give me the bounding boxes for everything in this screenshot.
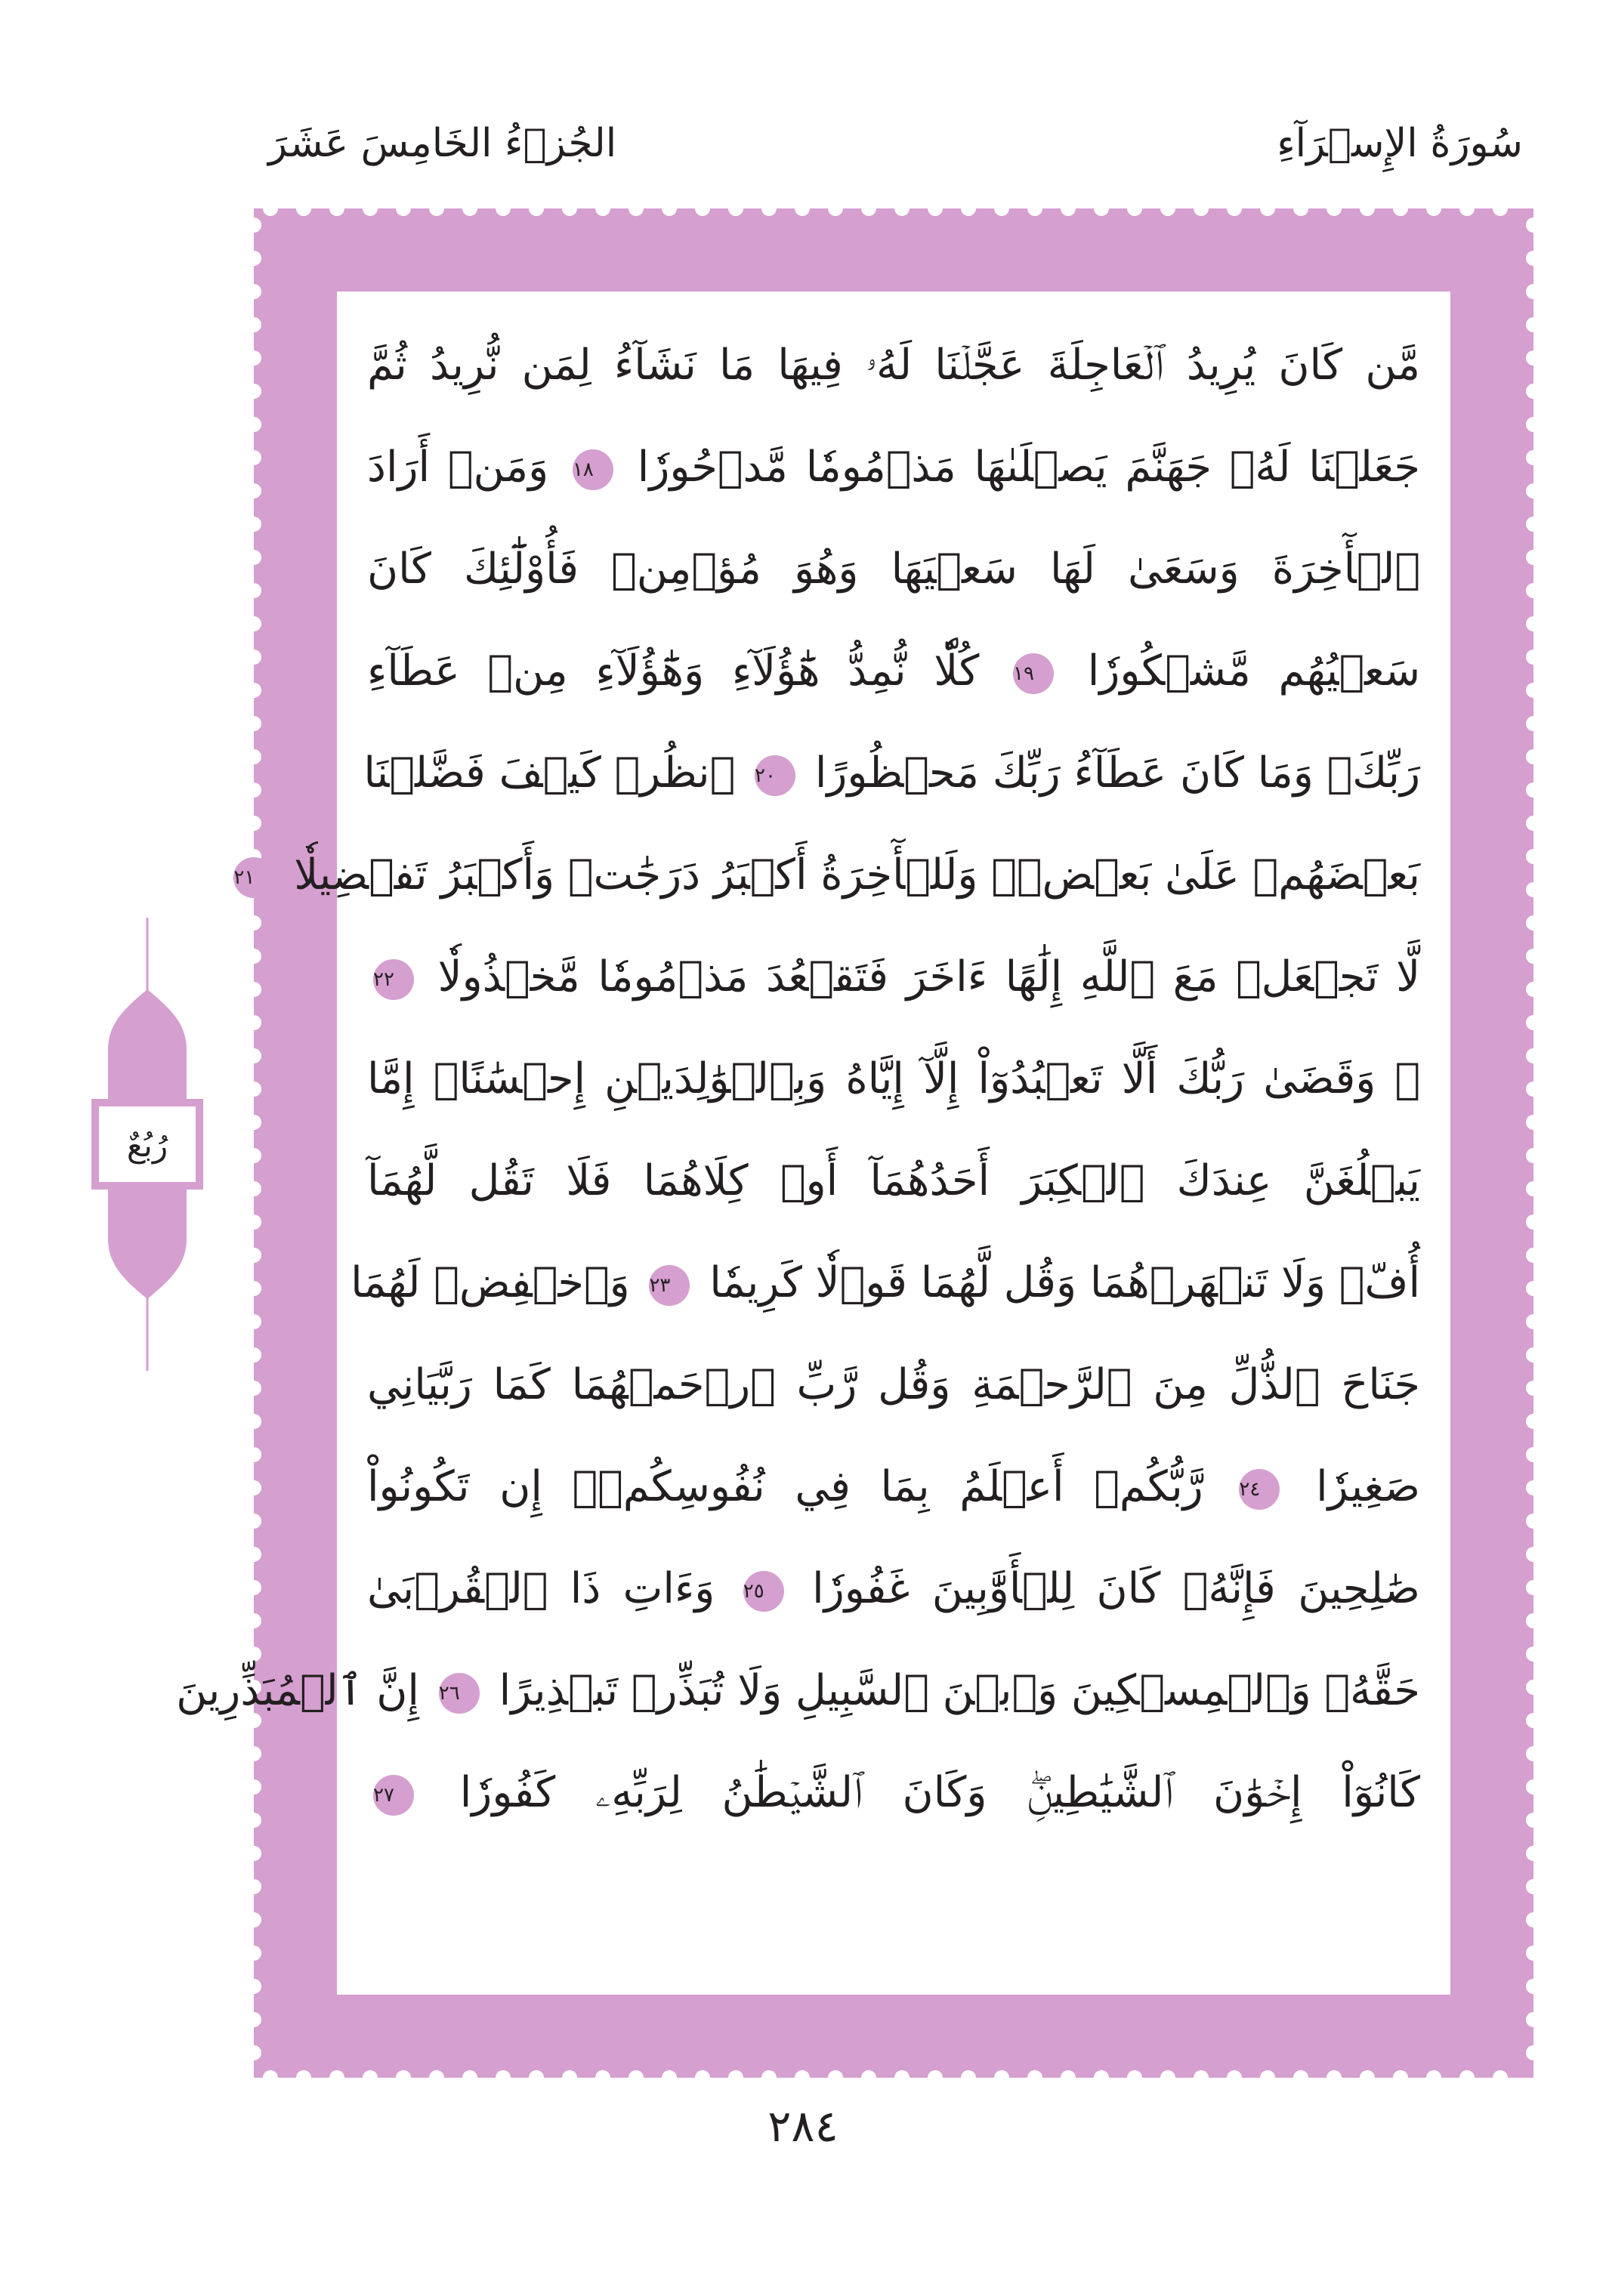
hizb-label: رُبُعٌ [126,1127,168,1164]
verse-text: كُلّٗا نُّمِدُّ هَٰٓؤُلَآءِ وَهَٰٓؤُلَآءِ مِنۡ عَطَآءِ [367,647,980,696]
verse-text: ۞ وَقَضَىٰ رَبُّكَ أَلَّا تَعۡبُدُوٓاْ إِلَّآ إِيَّاهُ وَبِٱلۡوَٰلِدَيۡنِ إِحۡسَٰنًاۚ إِمَّا [367,1054,1420,1103]
ayah-number-marker: ١٩ [1013,653,1054,694]
surah-name: سُورَةُ الإِسۡرَآءِ [1277,121,1523,166]
verse-line [367,314,1420,416]
verse-line [367,1028,1420,1130]
ayah-number-marker: ٢٠ [755,755,795,796]
ayah-number-marker: ٢٥ [743,1571,784,1612]
ayah-number-marker: ٢٣ [649,1265,690,1306]
verse-text: أُفّٖ وَلَا تَنۡهَرۡهُمَا وَقُل لَّهُمَا قَوۡلٗا كَرِيمٗا [709,1258,1420,1307]
verse-line [367,416,1420,518]
verse-line [351,1232,1420,1334]
verse-line [367,518,1420,620]
hizb-quarter-marker [87,918,208,1371]
ayah-number-marker: ٢٧ [373,1775,414,1816]
verse-lines [176,314,1421,1844]
page-number: ٢٨٤ [767,2100,839,2152]
verse-line [367,620,1420,722]
ayah-number-marker: ٢١ [233,857,274,898]
verse-line [176,1640,1420,1742]
verse-text: ٱنظُرۡ كَيۡفَ فَضَّلۡنَا [363,748,736,798]
verse-line [367,1334,1420,1436]
verse-text: لَّا تَجۡعَلۡ مَعَ ٱللَّهِ إِلَٰهًا ءَاخَرَ فَتَقۡعُدَ مَذۡمُومٗا مَّخۡذُولٗا [437,952,1421,1001]
verse-text: جَعَلۡنَا لَهُۥ جَهَنَّمَ يَصۡلَىٰهَا مَذۡمُومٗا مَّدۡحُورٗا [637,443,1420,492]
verse-text: رَبِّكَۚ وَمَا كَانَ عَطَآءُ رَبِّكَ مَحۡظُورًا [814,748,1420,798]
verse-line [367,1742,1420,1844]
verse-line [363,722,1420,824]
ayah-number-marker: ٢٢ [373,959,414,1000]
verse-text: رَّبُّكُمۡ أَعۡلَمُ بِمَا فِي نُفُوسِكُمۡۚ إِن تَكُونُواْ [367,1462,1203,1511]
juz-name: الجُزۡءُ الخَامِسَ عَشَرَ [268,121,617,166]
verse-text: بَعۡضَهُمۡ عَلَىٰ بَعۡضٖۚ وَلَلۡأٓخِرَةُ أَكۡبَرُ دَرَجَٰتٖ وَأَكۡبَرُ تَفۡضِيلٗا [294,850,1420,900]
verse-text: جَنَاحَ ٱلذُّلِّ مِنَ ٱلرَّحۡمَةِ وَقُل رَّبِّ ٱرۡحَمۡهُمَا كَمَا رَبَّيَانِي [367,1360,1420,1409]
verse-text: مَّن كَانَ يُرِيدُ ٱلۡعَاجِلَةَ عَجَّلۡنَا لَهُۥ فِيهَا مَا نَشَآءُ لِمَن نُّرِيدُ ثُمَّ [367,341,1420,390]
text-panel [176,292,1450,1995]
verse-text: ٱلۡأٓخِرَةَ وَسَعَىٰ لَهَا سَعۡيَهَا وَهُوَ مُؤۡمِنٞ فَأُوْلَٰٓئِكَ كَانَ [367,545,1420,594]
verse-text: وَٱخۡفِضۡ لَهُمَا [351,1258,630,1307]
verse-line [367,926,1420,1028]
ayah-number-marker: ١٨ [573,449,613,490]
verse-text: وَءَاتِ ذَا ٱلۡقُرۡبَىٰ [367,1564,715,1613]
verse-line [233,824,1420,926]
verse-text: وَمَنۡ أَرَادَ [367,443,549,492]
ayah-number-marker: ٢٦ [439,1673,480,1714]
verse-text: صَغِيرٗا [1316,1462,1420,1511]
ayah-number-marker: ٢٤ [1239,1469,1280,1510]
verse-line [367,1436,1420,1538]
verse-text: صَٰلِحِينَ فَإِنَّهُۥ كَانَ لِلۡأَوَّٰبِينَ غَفُورٗا [812,1564,1420,1613]
verse-text: يَبۡلُغَنَّ عِندَكَ ٱلۡكِبَرَ أَحَدُهُمَآ أَوۡ كِلَاهُمَا فَلَا تَقُل لَّهُمَآ [367,1156,1420,1205]
verse-text: حَقَّهُۥ وَٱلۡمِسۡكِينَ وَٱبۡنَ ٱلسَّبِيلِ وَلَا تُبَذِّرۡ تَبۡذِيرًا [499,1666,1420,1715]
verse-text: سَعۡيُهُم مَّشۡكُورٗا [1087,647,1420,696]
verse-text: كَانُوٓاْ إِخۡوَٰنَ ٱلشَّيَٰطِينِۖ وَكَانَ ٱلشَّيۡطَٰنُ لِرَبِّهِۦ كَفُورٗا [459,1768,1420,1817]
verse-line [367,1538,1420,1640]
verse-line [367,1130,1420,1232]
verse-text: إِنَّ ٱلۡمُبَذِّرِينَ [176,1666,419,1715]
page-frame [176,208,1533,2078]
